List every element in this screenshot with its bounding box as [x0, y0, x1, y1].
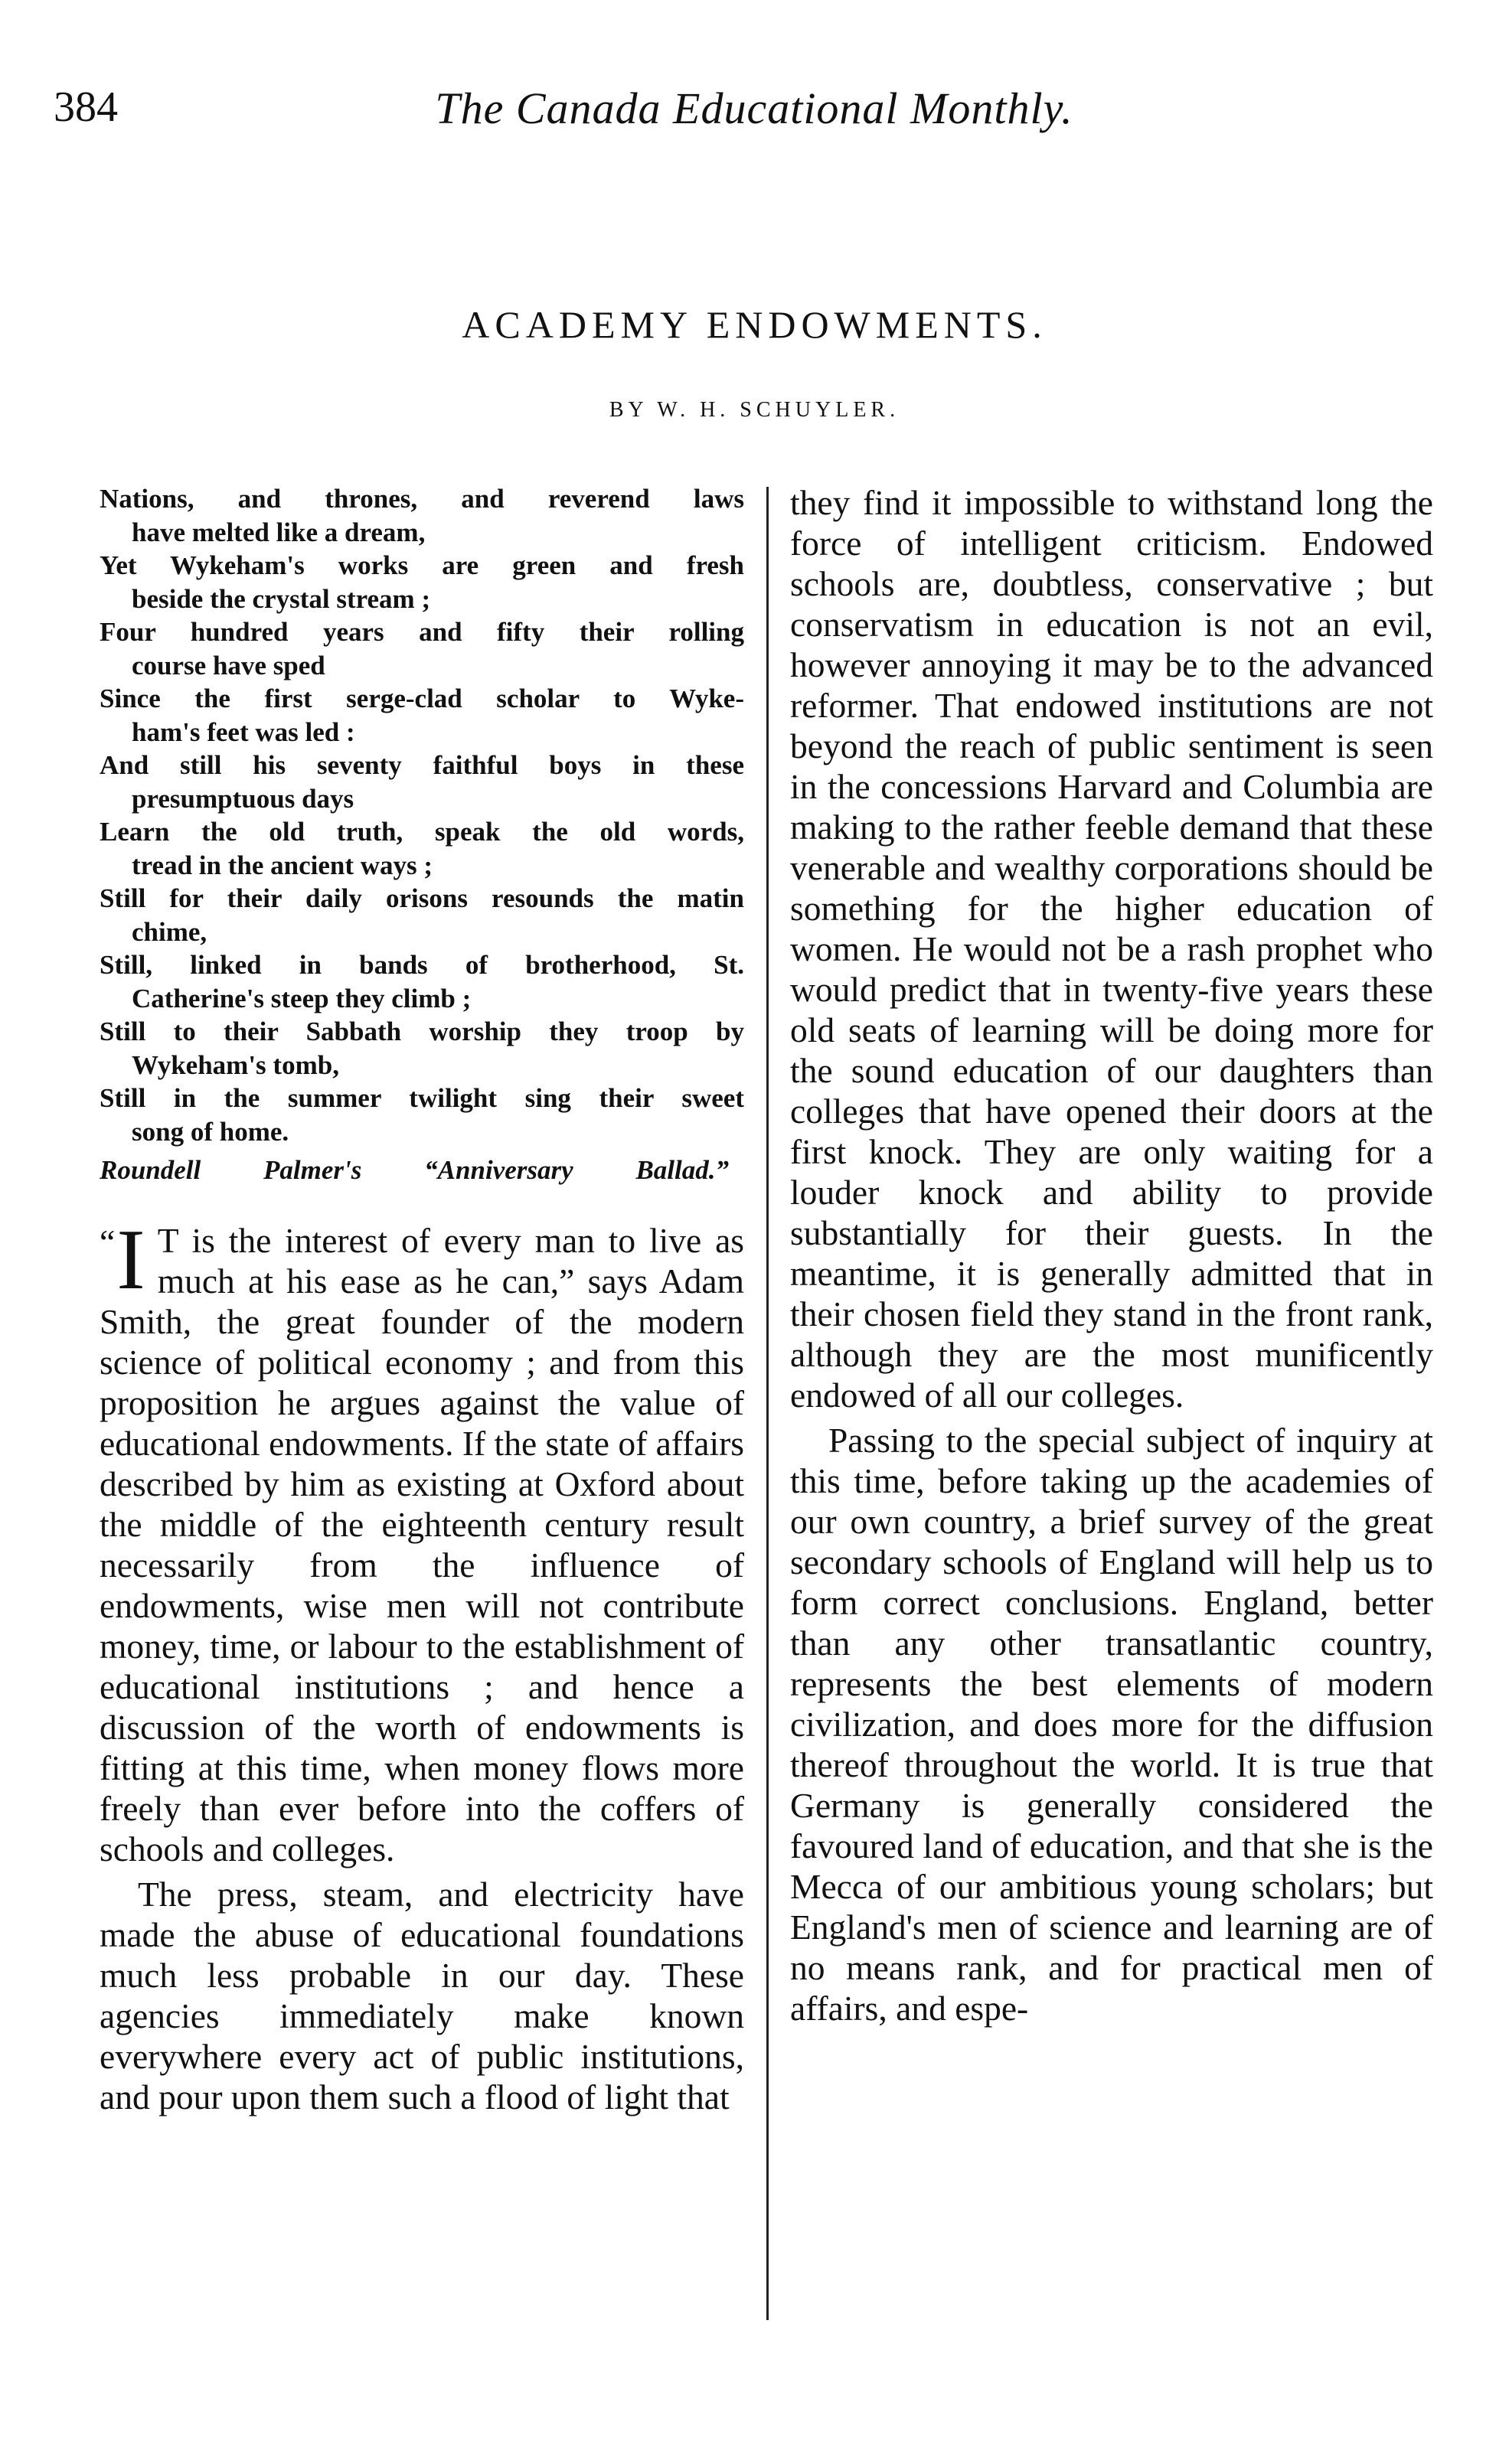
drop-cap: “I	[100, 1212, 145, 1307]
article-byline: BY W. H. SCHUYLER.	[609, 398, 900, 422]
poem-line: Since the first serge-clad scholar to Wyke-	[100, 684, 744, 713]
poem-line: Still for their daily orisons resounds the matin	[100, 883, 744, 913]
article-body-left	[100, 1212, 744, 2117]
poem-line: song of home.	[132, 1116, 289, 1147]
column-divider	[766, 487, 769, 2320]
poem-line: Still to their Sabbath worship they troop by	[100, 1017, 744, 1046]
paragraph-opening	[100, 1212, 744, 1869]
poem-line: Learn the old truth, speak the old words,	[100, 817, 744, 847]
paragraph-passing: Passing to the special subject of inquiry at this time, before taking up the academies of our own country, a brief survey of the great secondary schools of England will help us to form correct conclusions. England, better than any other transatlantic country, represents the best elements of modern civilization, and does more for the diffusion thereof throughout the world. It is true that Germany is generally considered the favoured land of education, and that she is the Mecca of our ambitious young scholars; but England's men of science and learning are of no means rank, and for practical men of affairs, and espe-	[790, 1421, 1433, 2028]
paragraph-press-continued: they find it impossible to withstand long the force of intelligent criticism. Endowed schools are, doubtless, conservative ; but conservatism in education is not an evil, however annoying it may be to the advanced reformer. That endowed institutions are not beyond the reach of public sentiment is seen in the concessions Harvard and Columbia are making to the rather feeble demand that these venerable and wealthy corporations should be something for the higher education of women. He would not be a rash prophet who would predict that in twenty-five years these old seats of learning will be doing more for the sound education of our daughters than colleges that have opened their doors at the first knock. They are only waiting for a louder knock and ability to provide substantially for their guests. In the meantime, it is generally admitted that in their chosen field they stand in the front rank, although they are the most munificently endowed of all our colleges.	[790, 483, 1433, 1415]
poem-line: beside the crystal stream ;	[132, 583, 431, 614]
journal-title: The Canada Educational Monthly.	[435, 83, 1073, 133]
poem-line: Wykeham's tomb,	[132, 1049, 339, 1080]
left-column	[100, 482, 744, 2117]
poem-line: Yet Wykeham's works are green and fresh	[100, 550, 744, 580]
article-title: ACADEMY ENDOWMENTS.	[462, 303, 1047, 346]
article-body-right	[790, 482, 1433, 2028]
poem-line: Nations, and thrones, and reverend laws	[100, 484, 744, 514]
paragraph-text: T is the interest of every man to live as much at his ease as he can,” says Adam Smith, the great founder of the modern science of political economy ; and from this proposition he argues against the value of educational endowments. If the state of affairs described by him as existing at Oxford about the middle of the eighteenth century result necessarily from the influence of endowments, wise men will not contribute money, time, or labour to the establishment of educational institutions ; and hence a discussion of the worth of endowments is fitting at this time, when money flows more freely than ever before into the coffers of schools and colleges.	[100, 1221, 744, 1868]
running-header	[54, 83, 1455, 152]
poem-line: chime,	[132, 916, 207, 947]
paragraph-press: The press, steam, and electricity have made the abuse of educational foundations much less probable in our day. These agencies immediately make known everywhere every act of public institutions, and pour upon them such a flood of light that	[100, 1875, 744, 2116]
poem-line: have melted like a dream,	[132, 517, 426, 547]
poem-line: course have sped	[132, 650, 325, 680]
right-column	[790, 482, 1433, 2028]
poem-line: Four hundred years and fifty their rolling	[100, 617, 744, 647]
poem-line: Catherine's steep they climb ;	[132, 983, 472, 1013]
epigraph-poem	[100, 482, 744, 1188]
poem-line: presumptuous days	[132, 783, 354, 814]
poem-line: And still his seventy faithful boys in these	[100, 750, 744, 780]
poem-line: Still in the summer twilight sing their sweet	[100, 1083, 744, 1113]
epigraph-attribution: Roundell Palmer's “Anniversary Ballad.”	[100, 1155, 729, 1185]
page-number: 384	[54, 83, 118, 131]
poem-line: Still, linked in bands of brotherhood, St.	[100, 950, 744, 980]
poem-line: tread in the ancient ways ;	[132, 850, 433, 880]
poem-line: ham's feet was led :	[132, 716, 355, 747]
